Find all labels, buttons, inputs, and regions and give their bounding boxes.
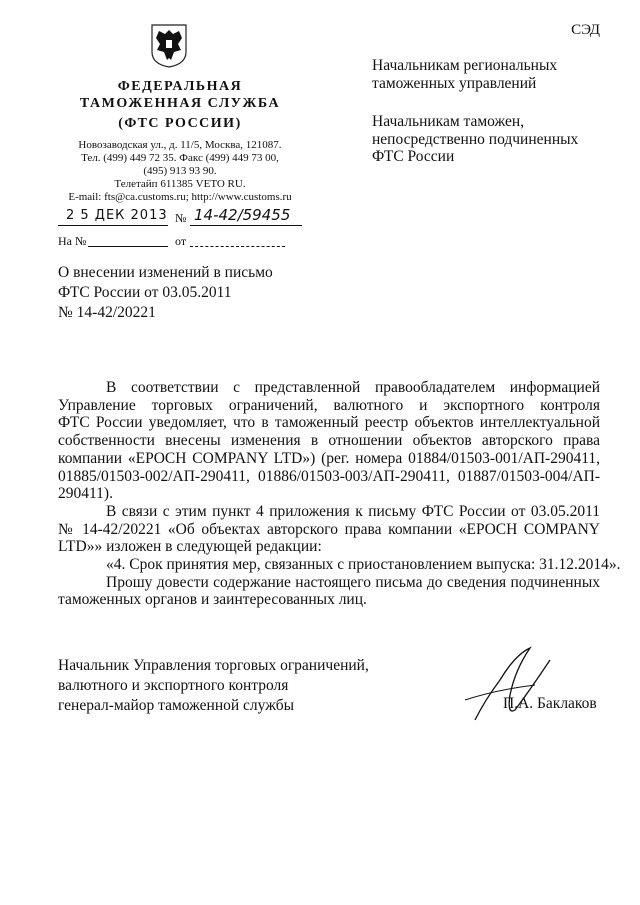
subject-line: № 14-42/20221 (58, 304, 156, 321)
registration-date: 2 5 ДЕК 2013 (66, 208, 168, 223)
sed-mark: СЭД (571, 22, 600, 38)
body-line: Управление торговых ограничений, валютного и экспортного контроля (58, 396, 600, 414)
phone: Тел. (499) 449 72 35. Факс (499) 449 73 00, (81, 152, 279, 164)
recipient-line: Начальникам таможен, (372, 113, 525, 130)
body-line: «4. Срок принятия мер, связанных с приостановлением выпуска: 31.12.2014». (106, 556, 621, 574)
letter-body (58, 379, 621, 609)
teletype: Телетайп 611385 VETO RU. (114, 178, 246, 190)
agency-name-1: ФЕДЕРАЛЬНАЯ (117, 79, 243, 94)
email: E-mail: fts@ca.customs.ru; http://www.customs.ru (68, 191, 292, 203)
handwritten-signature (455, 640, 565, 730)
body-line: Прошу довести содержание настоящего письма до сведения подчиненных (106, 573, 600, 591)
phone2: (495) 913 93 90. (143, 165, 217, 177)
coat-of-arms-icon (149, 22, 189, 68)
body-line: компании «EPOCH COMPANY LTD») (рег. номера 01884/01503-001/АП-290411, (58, 449, 600, 467)
signatory-name: П.А. Баклаков (503, 695, 597, 712)
position-line: Начальник Управления торговых ограничений, (58, 657, 369, 674)
from-label: от (175, 234, 187, 248)
number-label: № (175, 211, 187, 225)
recipient-line: таможенных управлений (372, 74, 537, 92)
body-line: № 14-42/20221 «Об объектах авторского права компании «EPOCH COMPANY (58, 520, 600, 538)
recipient-block-1 (372, 57, 557, 92)
registration-number: 14-42/59455 (194, 206, 291, 224)
body-line: ФТС России уведомляет, что в таможенный реестр объектов интеллектуальной (58, 414, 600, 432)
subject (58, 263, 273, 323)
agency-abbr: (ФТС РОССИИ) (118, 116, 242, 131)
position-line: генерал-майор таможенной службы (58, 697, 294, 714)
body-line: 290411). (58, 485, 113, 503)
position-line: валютного и экспортного контроля (58, 677, 289, 694)
recipient-block-2 (372, 113, 578, 166)
body-line: 01885/01503-002/АП-290411, 01886/01503-003/АП-290411, 01887/01503-004/АП- (58, 467, 600, 485)
reply-label: На № (58, 234, 87, 248)
body-line: В соответствии с представленной правообладателем информацией (106, 379, 600, 396)
body-line: таможенных органов и заинтересованных лиц. (58, 591, 367, 609)
body-line: LTD»» изложен в следующей редакции: (58, 538, 322, 556)
address: Новозаводская ул., д. 11/5, Москва, 121087. (78, 139, 282, 151)
subject-line: О внесении изменений в письмо (58, 264, 273, 281)
body-line: В связи с этим пункт 4 приложения к письму ФТС России от 03.05.2011 (106, 502, 600, 520)
signatory-position (58, 656, 369, 716)
recipient-line: ФТС России (372, 148, 455, 166)
subject-line: ФТС России от 03.05.2011 (58, 284, 232, 301)
recipient-line: непосредственно подчиненных (372, 130, 579, 148)
body-line: собственности внесены изменения в отношении объектов авторского права (58, 432, 600, 450)
recipient-line: Начальникам региональных (372, 57, 558, 74)
agency-name-2: ТАМОЖЕННАЯ СЛУЖБА (79, 96, 281, 111)
